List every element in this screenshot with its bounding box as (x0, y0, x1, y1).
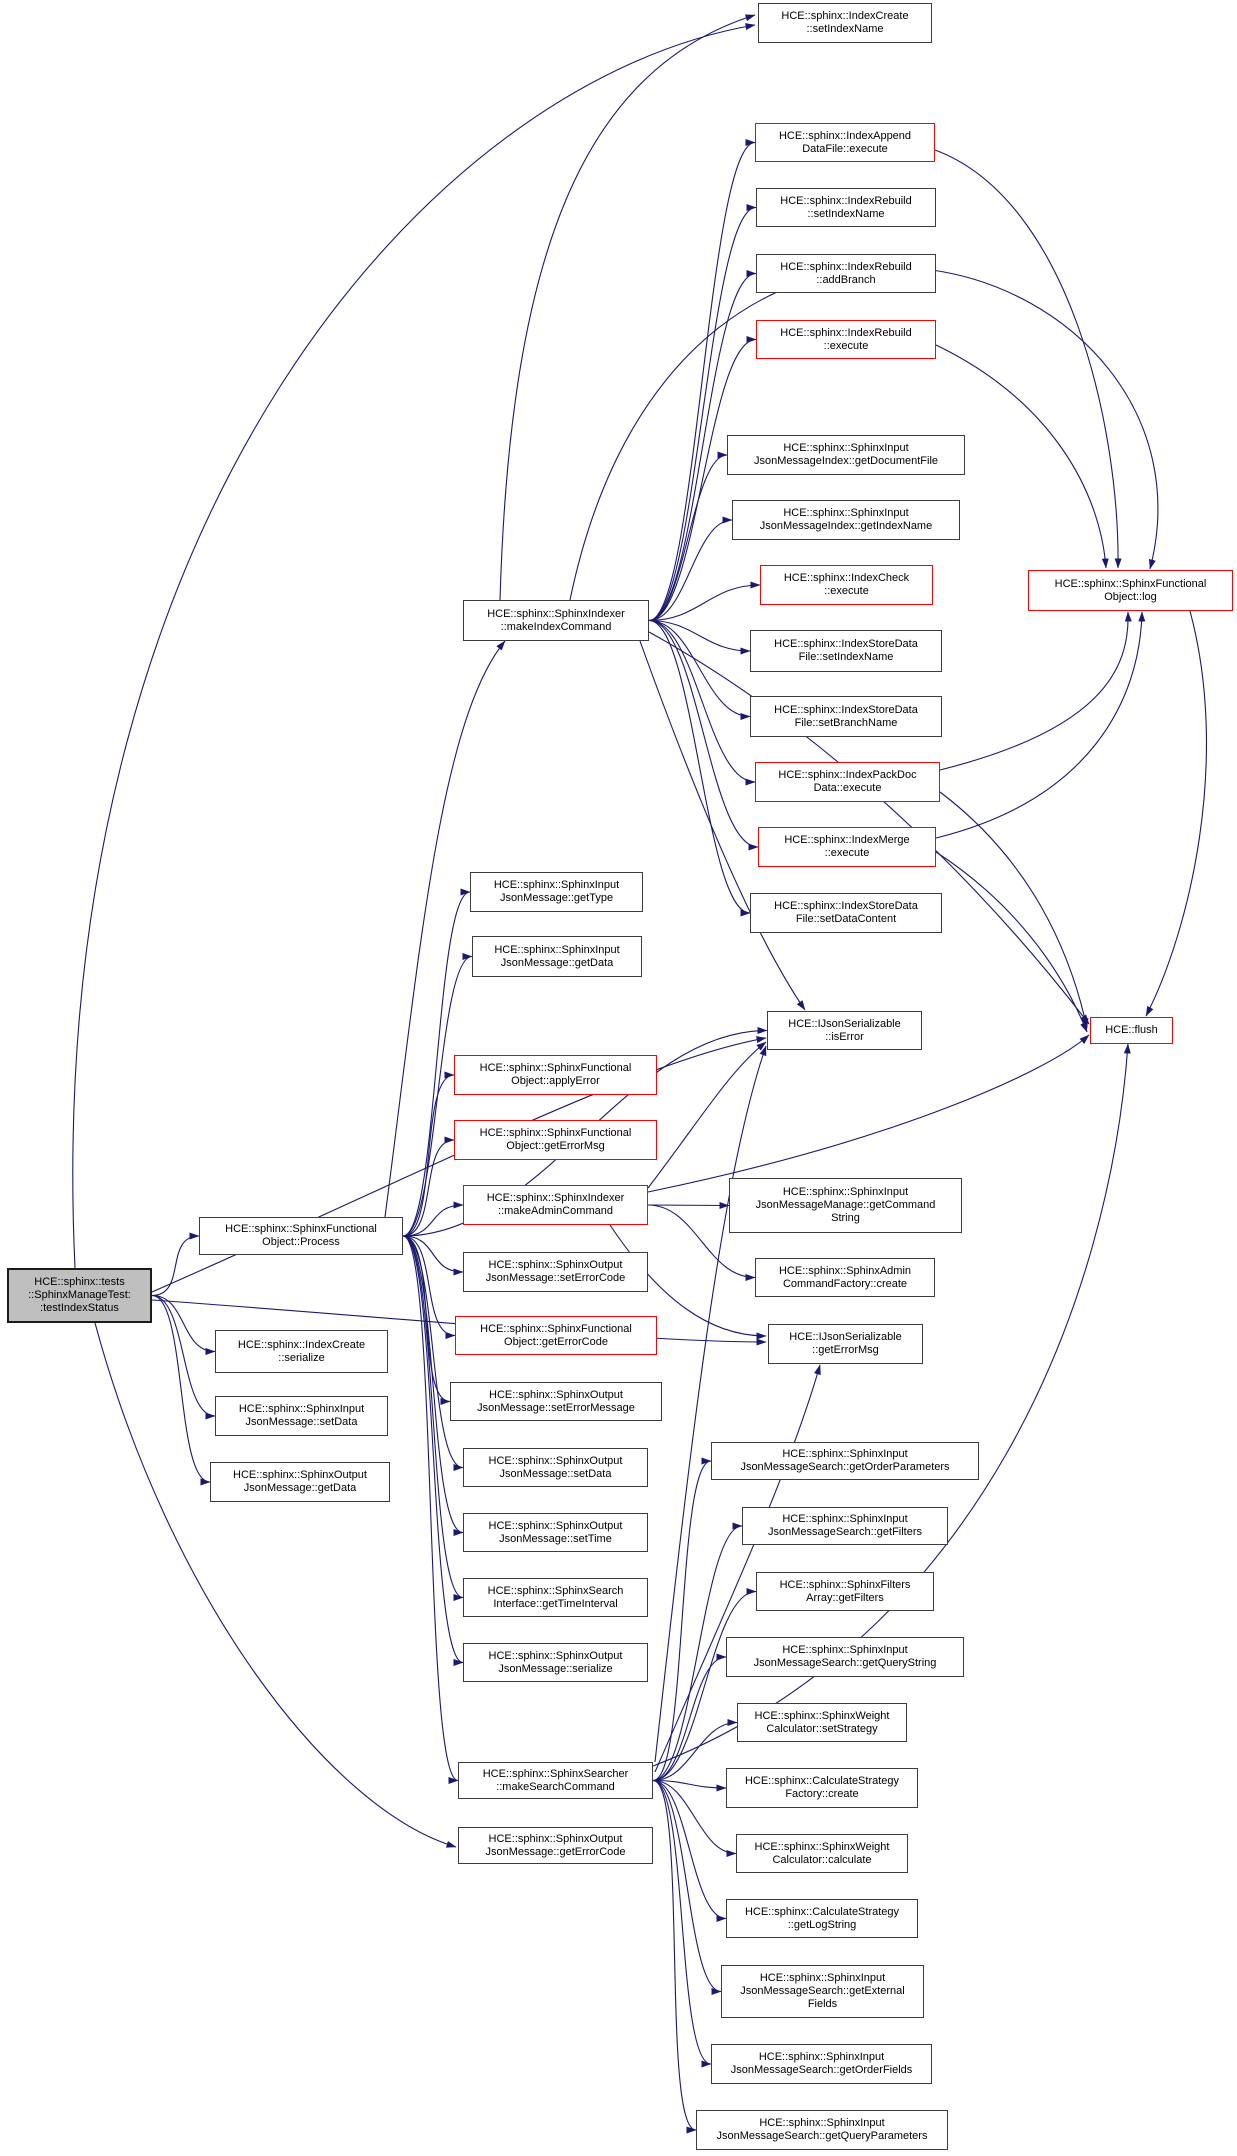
graph-node-label-line: HCE::sphinx::SphinxInput (783, 442, 909, 454)
graph-node-label-line: JsonMessage::getData (243, 1482, 357, 1494)
graph-node-label-line: HCE::sphinx::SphinxFunctional (480, 1322, 632, 1335)
graph-node-iser-geterrmsg[interactable] (768, 1324, 923, 1364)
graph-node-label-line: HCE::sphinx::IndexStoreData (774, 900, 918, 912)
graph-node-label-line: HCE::sphinx::CalculateStrategy (744, 1775, 900, 1787)
graph-node-label-line: JsonMessageManage::getCommand (755, 1199, 936, 1211)
graph-node-label-line: JsonMessage::setData (245, 1416, 358, 1428)
graph-node-weight-setstrategy[interactable] (737, 1703, 907, 1742)
graph-node-label-line: ::execute (824, 847, 870, 859)
graph-node-label-line: Data::execute (813, 782, 882, 794)
graph-node-label-line: HCE::sphinx::SphinxOutput (488, 1259, 623, 1271)
graph-node-label-line: ::addBranch (816, 273, 876, 286)
graph-node-fo-geterrormsg[interactable] (454, 1120, 657, 1160)
graph-node-out-geterrcode[interactable] (458, 1827, 653, 1864)
graph-node-out-seterrmsg[interactable] (450, 1382, 662, 1421)
graph-node-label-line: HCE::sphinx::SphinxInput (782, 1513, 908, 1525)
graph-node-mk-search[interactable] (458, 1762, 653, 1799)
graph-node-label-line: HCE::sphinx::SphinxFunctional (479, 1127, 632, 1139)
graph-node-label-line: HCE::sphinx::IndexMerge (784, 834, 910, 846)
graph-node-label-line: Object::getErrorMsg (506, 1140, 605, 1152)
graph-node-s-getquerystring[interactable] (726, 1637, 964, 1677)
graph-node-idx-rebuild-setname[interactable] (756, 188, 936, 227)
graph-node-label-line: ::makeIndexCommand (500, 620, 612, 633)
graph-node-weight-calculate[interactable] (736, 1834, 908, 1873)
graph-node-search-gettimeint[interactable] (463, 1578, 648, 1617)
graph-node-mk-index[interactable] (463, 600, 649, 641)
graph-node-label-line: HCE::sphinx::SphinxFunctional (1054, 577, 1207, 590)
graph-node-s-getfilters[interactable] (742, 1507, 948, 1545)
graph-node-label-line: HCE::sphinx::SphinxOutput (233, 1469, 367, 1481)
graph-node-label-line: HCE::sphinx::SphinxInput (759, 1972, 886, 1984)
graph-node-label-line: Array::getFilters (806, 1591, 884, 1604)
graph-node-label-line: Object::log (1104, 590, 1157, 603)
graph-node-label-line: ::setIndexName (807, 207, 885, 220)
graph-node-label-line: String (831, 1212, 860, 1224)
graph-node-store-setdata[interactable] (750, 893, 942, 933)
graph-node-label-line: JsonMessage::setTime (499, 1532, 612, 1545)
graph-node-label-line: File::setBranchName (794, 716, 898, 729)
graph-node-fo-applyerror[interactable] (454, 1055, 657, 1095)
graph-node-idx-check-exec[interactable] (760, 565, 933, 605)
graph-node-idx-create-serialize[interactable] (215, 1330, 388, 1373)
graph-node-store-setidxname[interactable] (750, 630, 942, 672)
graph-node-label-line: ::isError (825, 1030, 864, 1043)
graph-node-label-line: HCE::sphinx::SphinxInput (759, 2117, 885, 2129)
graph-node-flush[interactable] (1090, 1017, 1173, 1044)
graph-node-label-line: Object::applyError (511, 1075, 600, 1087)
graph-node-label-line: ::serialize (278, 1351, 325, 1364)
graph-node-label-line: ::getLogString (787, 1918, 857, 1931)
graph-node-label-line: ::makeAdminCommand (498, 1205, 613, 1217)
graph-node-label-line: JsonMessageSearch::getFilters (767, 1526, 923, 1538)
graph-node-label-line: HCE::sphinx::SphinxSearcher (482, 1767, 629, 1780)
graph-node-label-line: JsonMessageSearch::getOrderFields (730, 2064, 913, 2076)
graph-node-label-line: ::getErrorMsg (812, 1344, 879, 1356)
graph-node-in-getdata[interactable] (472, 936, 642, 977)
graph-node-merge-exec[interactable] (758, 827, 936, 867)
graph-node-calcstrat-getlog[interactable] (726, 1899, 918, 1938)
graph-node-label-line: HCE::sphinx::IndexCheck (783, 572, 910, 584)
graph-node-label-line: HCE::sphinx::SphinxInput (493, 879, 620, 891)
graph-node-label-line: HCE::sphinx::CalculateStrategy (744, 1905, 900, 1918)
graph-node-label-line: ::setIndexName (806, 23, 884, 35)
graph-node-label-line: HCE::sphinx::IndexRebuild (780, 326, 912, 339)
graph-node-label-line: HCE::sphinx::SphinxAdmin (778, 1264, 912, 1277)
graph-node-label-line: File::setIndexName (798, 651, 894, 663)
graph-node-label-line: JsonMessage::getData (500, 956, 614, 969)
graph-node-label-line: HCE::sphinx::IndexAppend (778, 129, 912, 142)
graph-node-label-line: ::execute (823, 339, 869, 352)
graph-node-label-line: DataFile::execute (802, 142, 888, 155)
graph-node-label-line: ::SphinxManageTest: (28, 1289, 131, 1301)
graph-node-label-line: Calculator::calculate (772, 1853, 872, 1866)
graph-node-in-mng-getcmd[interactable] (729, 1178, 962, 1233)
graph-node-out-settime[interactable] (463, 1513, 648, 1552)
graph-node-label-line: HCE::sphinx::SphinxOutput (488, 1832, 623, 1845)
graph-node-in-gettype[interactable] (470, 872, 643, 912)
graph-node-label-line: ::execute (824, 585, 869, 597)
graph-node-label-line: HCE::sphinx::SphinxInput (238, 1403, 365, 1415)
graph-node-label-line: HCE::sphinx::SphinxFunctional (479, 1062, 632, 1074)
graph-node-label-line: ::makeSearchCommand (496, 1780, 615, 1793)
graph-node-in-idx-getdocfile[interactable] (727, 435, 965, 475)
graph-node-label-line: HCE::IJsonSerializable (788, 1017, 901, 1030)
graph-node-label-line: HCE::sphinx::SphinxInput (782, 1644, 908, 1656)
graph-node-label-line: HCE::sphinx::IndexCreate (781, 10, 909, 22)
graph-node-admin-factory[interactable] (755, 1258, 935, 1297)
graph-node-label-line: HCE::sphinx::SphinxIndexer (486, 1192, 625, 1204)
graph-node-label-line: HCE::sphinx::IndexCreate (237, 1338, 366, 1351)
graph-node-label-line: HCE::sphinx::SphinxOutput (488, 1454, 623, 1467)
graph-node-label-line: HCE::sphinx::SphinxWeight (754, 1709, 890, 1722)
graph-node-label-line: HCE::sphinx::IndexRebuild (780, 194, 912, 207)
graph-node-label-line: File::setDataContent (795, 913, 897, 925)
graph-node-label-line: JsonMessageSearch::getOrderParameters (740, 1461, 950, 1473)
graph-node-main (7, 1268, 152, 1323)
graph-node-label-line: HCE::sphinx::SphinxInput (782, 1186, 909, 1198)
graph-node-label-line: HCE::sphinx::IndexStoreData (774, 703, 918, 716)
graph-node-idx-rebuild-exec[interactable] (756, 320, 936, 359)
graph-node-out-serialize[interactable] (463, 1643, 648, 1682)
graph-node-label-line: HCE::sphinx::SphinxInput (494, 943, 620, 956)
graph-node-fo-geterrcode[interactable] (455, 1316, 657, 1355)
graph-node-store-setbranch[interactable] (750, 696, 942, 737)
graph-node-label-line: HCE::sphinx::SphinxOutput (489, 1388, 623, 1401)
graph-node-label-line: HCE::sphinx::SphinxOutput (488, 1519, 623, 1532)
graph-node-label-line: HCE::flush (1105, 1024, 1158, 1036)
graph-node-mk-admin[interactable] (463, 1185, 648, 1225)
graph-node-label-line: JsonMessageIndex::getIndexName (759, 520, 933, 532)
graph-node-packdoc-exec[interactable] (755, 762, 940, 802)
graph-node-label-line: Interface::getTimeInterval (493, 1597, 618, 1610)
graph-node-label-line: HCE::sphinx::SphinxFunctional (225, 1223, 377, 1235)
graph-node-label-line: JsonMessageSearch::getQueryString (753, 1657, 937, 1669)
graph-node-label-line: JsonMessage::getType (499, 892, 614, 904)
graph-node-label-line: HCE::sphinx::SphinxInput (758, 2051, 885, 2063)
graph-node-label-line: HCE::sphinx::tests (34, 1276, 125, 1288)
graph-node-in-setdata[interactable] (215, 1396, 388, 1436)
graph-node-label-line: JsonMessageIndex::getDocumentFile (753, 455, 939, 467)
graph-node-label-line: HCE::sphinx::SphinxFilters (779, 1578, 911, 1591)
graph-node-label-line: Object::Process (262, 1236, 340, 1248)
graph-node-label-line: Factory::create (785, 1788, 859, 1800)
graph-node-process[interactable] (199, 1217, 403, 1255)
graph-node-label-line: HCE::IJsonSerializable (789, 1331, 902, 1343)
graph-node-label-line: :testIndexStatus (40, 1302, 119, 1314)
graph-node-label-line: HCE::sphinx::IndexRebuild (780, 260, 912, 273)
graph-node-iser-iserror[interactable] (767, 1011, 922, 1050)
graph-node-label-line: HCE::sphinx::SphinxWeight (754, 1840, 890, 1853)
graph-node-label-line: HCE::sphinx::IndexStoreData (774, 638, 918, 650)
graph-node-label-line: JsonMessage::setData (499, 1467, 612, 1480)
graph-node-label-line: HCE::sphinx::SphinxInput (782, 1448, 908, 1460)
graph-node-label-line: HCE::sphinx::SphinxSearch (487, 1584, 624, 1597)
graph-node-out-getdata[interactable] (210, 1462, 390, 1502)
graph-node-label-line: JsonMessageSearch::getExternal (740, 1985, 905, 1997)
graph-node-out-setdata[interactable] (463, 1448, 648, 1487)
graph-node-label-line: JsonMessage::serialize (498, 1662, 613, 1675)
graph-node-label-line: HCE::sphinx::SphinxInput (783, 507, 909, 519)
graph-node-idx-append-exec[interactable] (755, 123, 935, 162)
graph-node-idx-create-setname[interactable] (758, 3, 932, 43)
graph-node-idx-rebuild-addbranch[interactable] (756, 254, 936, 293)
graph-node-s-getqueryparams[interactable] (696, 2110, 948, 2150)
graph-node-out-seterrcode[interactable] (463, 1252, 648, 1292)
graph-node-label-line: Object::getErrorCode (504, 1335, 608, 1348)
graph-node-label-line: CommandFactory::create (782, 1277, 908, 1290)
graph-node-label-line: JsonMessageSearch::getQueryParameters (716, 2130, 928, 2142)
graph-node-s-getorderfields[interactable] (711, 2044, 932, 2084)
graph-node-label-line: Fields (807, 1998, 838, 2010)
graph-node-label-line: HCE::sphinx::SphinxIndexer (487, 607, 625, 620)
graph-node-label-line: Calculator::setStrategy (766, 1722, 878, 1735)
graph-node-label-line: JsonMessage::setErrorMessage (477, 1401, 635, 1414)
graph-node-s-getextfields[interactable] (721, 1965, 924, 2018)
graph-node-s-getorderparams[interactable] (711, 1442, 979, 1480)
graph-node-log[interactable] (1028, 570, 1233, 611)
graph-node-filters-getfilters[interactable] (756, 1572, 934, 1611)
graph-node-label-line: JsonMessage::setErrorCode (485, 1272, 626, 1284)
graph-node-label-line: HCE::sphinx::IndexPackDoc (778, 769, 917, 781)
graph-node-calcstrat-factory[interactable] (726, 1768, 918, 1808)
graph-node-in-idx-getidxname[interactable] (732, 500, 960, 540)
graph-node-label-line: HCE::sphinx::SphinxOutput (488, 1649, 623, 1662)
graph-node-label-line: JsonMessage::getErrorCode (485, 1845, 626, 1858)
